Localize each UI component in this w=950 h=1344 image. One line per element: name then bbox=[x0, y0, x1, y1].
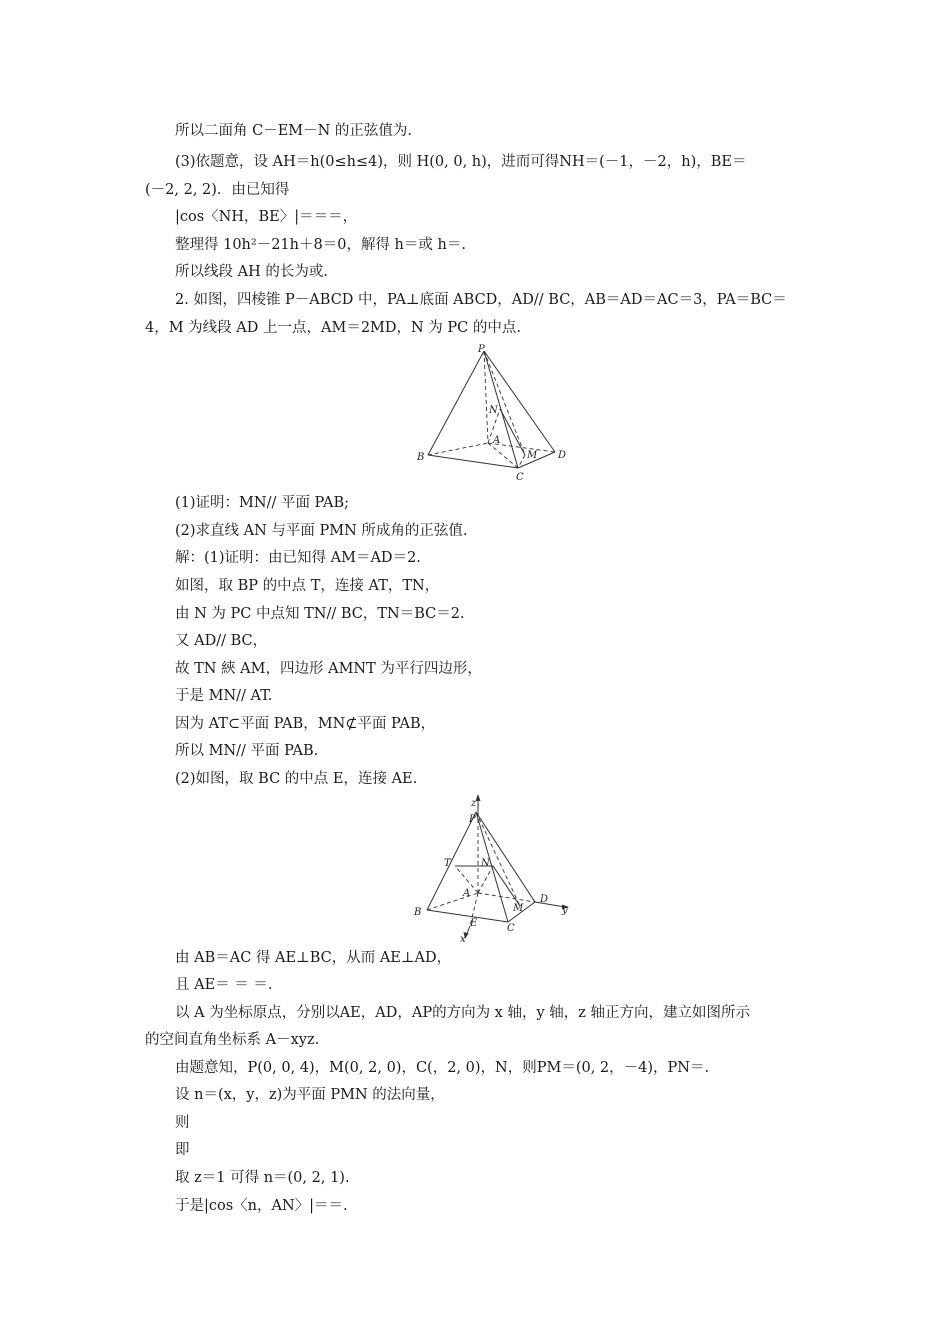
point-label-e: E bbox=[470, 918, 478, 929]
text-line: 2. 如图，四棱锥 P－ABCD 中，PA⊥底面 ABCD，AD// BC，AB＝AD＝AC＝3，PA＝BC＝ bbox=[175, 292, 787, 308]
text-line: (2)如图，取 BC 的中点 E，连接 AE. bbox=[175, 771, 418, 787]
vertex-label-a: A bbox=[493, 435, 501, 446]
vertex-label-d: D bbox=[540, 894, 549, 905]
text-line: 又 AD// BC， bbox=[175, 633, 268, 649]
text-line: 于是 MN// AT. bbox=[175, 688, 273, 704]
vertex-label-b: B bbox=[417, 452, 425, 463]
text-line: (2)求直线 AN 与平面 PMN 所成角的正弦值. bbox=[175, 523, 468, 539]
text-line: (－2, 2, 2)．由已知得 bbox=[145, 182, 290, 198]
text-line: 取 z＝1 可得 n＝(0, 2, 1). bbox=[175, 1170, 350, 1186]
text-line: 因为 AT⊂平面 PAB，MN⊄平面 PAB， bbox=[175, 716, 436, 732]
vertex-label-p: P bbox=[469, 814, 476, 825]
text-line: 且 AE＝ ＝ ＝. bbox=[175, 977, 273, 993]
vertex-label-t: T bbox=[444, 858, 451, 869]
text-line: 所以 MN// 平面 PAB. bbox=[175, 743, 319, 759]
vertex-label-m: M bbox=[527, 450, 538, 461]
text-line: 由 AB＝AC 得 AE⊥BC，从而 AE⊥AD， bbox=[175, 950, 452, 966]
vertex-label-c: C bbox=[507, 923, 515, 934]
text-line: 所以二面角 C－EM－N 的正弦值为. bbox=[175, 123, 413, 139]
text-line: |cos〈NH，BE〉|＝＝＝， bbox=[175, 209, 358, 225]
vertex-label-n: N bbox=[489, 405, 498, 416]
vertex-label-d: D bbox=[558, 450, 567, 461]
text-line: (3)依题意，设 AH＝h(0≤h≤4)，则 H(0, 0, h)，进而可得NH＝(－1，－2，h)，BE＝ bbox=[175, 154, 747, 170]
vertex-label-m: M bbox=[513, 903, 524, 914]
text-line: 所以线段 AH 的长为或. bbox=[175, 264, 328, 280]
axis-label-z: z bbox=[471, 798, 477, 809]
vertex-label-c: C bbox=[516, 472, 524, 483]
text-line: 的空间直角坐标系 A－xyz. bbox=[145, 1032, 320, 1048]
text-line: 则 bbox=[175, 1115, 190, 1131]
vertex-label-b: B bbox=[414, 907, 422, 918]
text-line: 即 bbox=[175, 1142, 190, 1158]
text-line: 于是|cos〈n，AN〉|＝＝. bbox=[175, 1198, 348, 1214]
text-line: 4，M 为线段 AD 上一点，AM＝2MD，N 为 PC 的中点. bbox=[145, 320, 521, 336]
text-line: 整理得 10h²－21h＋8＝0，解得 h＝或 h＝. bbox=[175, 237, 466, 253]
text-line: 解：(1)证明：由已知得 AM＝AD＝2. bbox=[175, 550, 421, 566]
text-line: (1)证明：MN// 平面 PAB; bbox=[175, 495, 349, 511]
pyramid-figure-2 bbox=[405, 792, 585, 944]
pyramid-figure-1 bbox=[410, 340, 580, 485]
text-line: 设 n＝(x，y，z)为平面 PMN 的法向量， bbox=[175, 1087, 445, 1103]
text-line: 由题意知，P(0, 0, 4)，M(0, 2, 0)，C(，2, 0)，N，则PM＝(0, 2，－4)，PN＝. bbox=[175, 1060, 710, 1076]
text-line: 以 A 为坐标原点，分别以AE，AD，AP的方向为 x 轴，y 轴，z 轴正方向，建立如图所示 bbox=[175, 1005, 751, 1021]
text-line: 故 TN 綊 AM，四边形 AMNT 为平行四边形， bbox=[175, 661, 482, 677]
vertex-label-a: A bbox=[463, 888, 471, 899]
text-line: 如图，取 BP 的中点 T，连接 AT，TN， bbox=[175, 578, 440, 594]
vertex-label-n: N bbox=[481, 858, 490, 869]
text-line: 由 N 为 PC 中点知 TN// BC，TN＝BC＝2. bbox=[175, 606, 465, 622]
vertex-label-p: P bbox=[478, 344, 485, 355]
axis-label-x: x bbox=[460, 934, 466, 944]
axis-label-y: y bbox=[562, 905, 568, 916]
